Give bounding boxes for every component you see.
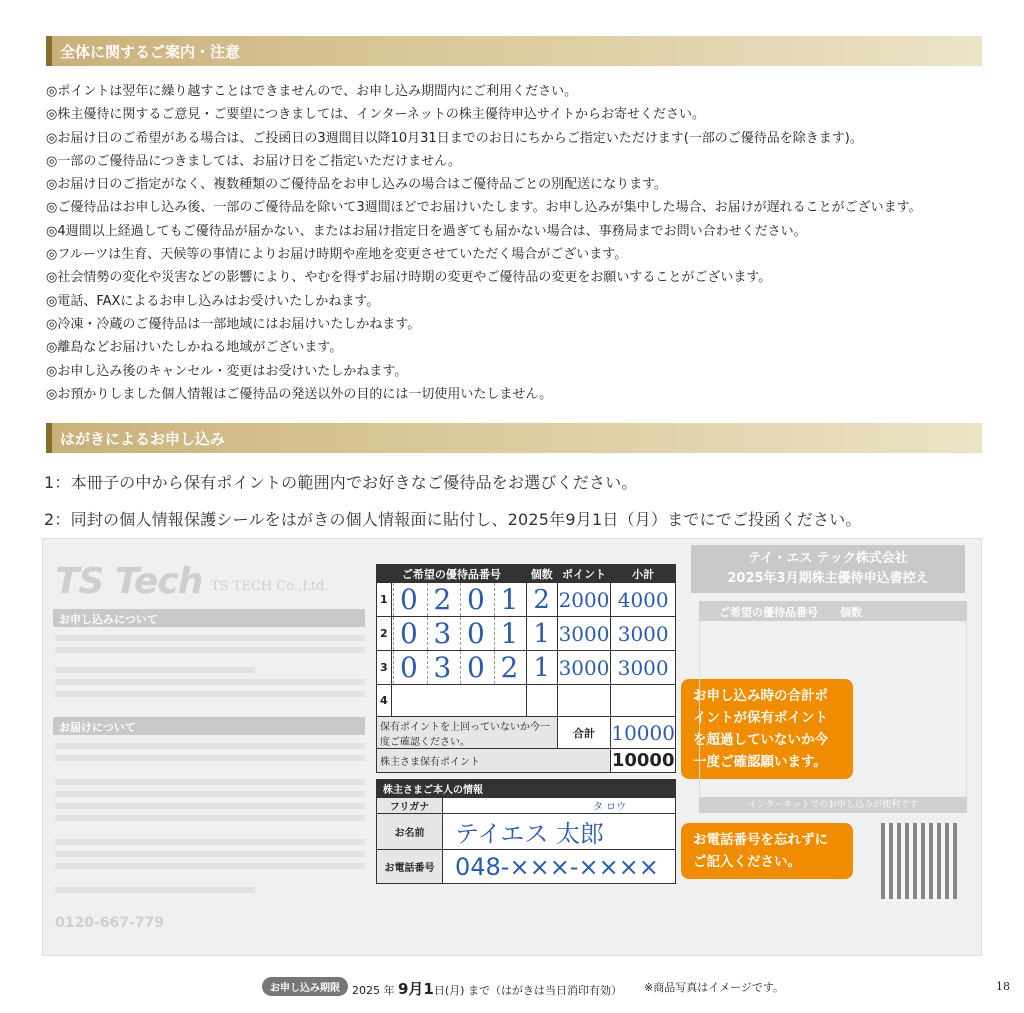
held-points-label: 株主さま保有ポイント — [377, 749, 611, 773]
total-label: 合計 — [557, 717, 611, 749]
deadline-text — [352, 978, 622, 999]
col-header-subtotal: 小計 — [611, 565, 676, 583]
deadline-pre: 2025 年 — [352, 984, 398, 997]
phone-value: 048-×××-×××× — [443, 850, 676, 884]
faded-text — [55, 647, 365, 653]
faded-text — [55, 791, 365, 797]
note-item: ◎株主優待に関するご意見・ご要望につきましては、インターネットの株主優待申込サイトからお寄せください。 — [46, 107, 706, 123]
deadline-post: 日(月) まで（はがきは当日消印有効） — [433, 984, 622, 997]
toll-free-number: 0120-667-779 — [55, 915, 165, 931]
furigana-value: タ ロウ — [443, 798, 676, 814]
digit: 3 — [427, 651, 457, 684]
info-title: 株主さまご本人の情報 — [377, 780, 676, 798]
digit: 2 — [494, 651, 524, 684]
form-row — [377, 685, 676, 717]
receipt-grid — [699, 601, 967, 801]
note-item: ◎一部のご優待品につきましては、お届け日をご指定いただけません。 — [46, 153, 461, 169]
page-number: 18 — [996, 980, 1010, 993]
image-note: ※商品写真はイメージです。 — [644, 981, 785, 994]
qty-value: 1 — [526, 617, 557, 651]
note-item: ◎ご優待品はお申し込み後、一部のご優待品を除いて3週間ほどでお届けいたします。お申し込みが集中した場合、お届けが遅れることがございます。 — [46, 200, 922, 216]
digit: 0 — [460, 651, 490, 684]
header-accent — [46, 36, 52, 66]
form-row — [377, 617, 676, 651]
digit-group — [392, 617, 526, 650]
left-heading: お届けについて — [53, 717, 365, 735]
callout-total-points: お申し込み時の合計ポイントが保有ポイントを超過していないか今一度ご確認願います。 — [681, 679, 853, 779]
form-row — [377, 651, 676, 685]
col-header-item: ご希望の優待品番号 — [377, 565, 527, 583]
subtotal-value — [611, 685, 676, 717]
points-value — [557, 685, 611, 717]
order-form — [376, 564, 676, 773]
company-logo-sub: TS TECH Co.,Ltd. — [211, 579, 329, 594]
digit: 0 — [393, 617, 423, 650]
form-row — [377, 583, 676, 617]
digit: 1 — [494, 617, 524, 650]
subtotal-value: 3000 — [611, 617, 676, 651]
faded-text — [55, 635, 365, 641]
steps-list — [44, 464, 862, 538]
points-value: 3000 — [557, 651, 611, 685]
personal-info-form — [376, 779, 676, 884]
faded-text — [55, 863, 365, 869]
left-heading: お申し込みについて — [53, 609, 365, 627]
digit: 3 — [427, 617, 457, 650]
digit: 0 — [393, 583, 423, 616]
receipt-subtitle: 2025年3月期株主優待申込書控え — [727, 571, 929, 586]
footer — [0, 975, 1024, 997]
note-item: ◎お預かりしました個人情報はご優待品の発送以外の目的には一切使用いたしません。 — [46, 386, 553, 402]
faded-text — [55, 679, 365, 685]
confirm-label: 保有ポイントを上回っていないか今一度ご確認ください。 — [377, 717, 558, 749]
points-value: 2000 — [557, 583, 611, 617]
name-value: テイエス 太郎 — [443, 814, 676, 850]
digit: 0 — [460, 617, 490, 650]
section-title: はがきによるお申し込み — [60, 430, 226, 448]
receipt-header: ご希望の優待品番号 個数 — [699, 601, 967, 621]
note-item: ◎お申し込み後のキャンセル・変更はお受けいたしかねます。 — [46, 363, 408, 379]
faded-text — [55, 815, 365, 821]
points-value: 3000 — [557, 617, 611, 651]
notes-list — [46, 80, 1006, 406]
faded-text — [55, 667, 255, 673]
note-item: ◎フルーツは生育、天候等の事情によりお届け時期や産地を変更させていただく場合がございます。 — [46, 247, 628, 263]
deadline-badge: お申し込み期限 — [262, 977, 348, 996]
qty-value: 1 — [526, 651, 557, 685]
col-header-points: ポイント — [557, 565, 611, 583]
note-item: ◎ポイントは翌年に繰り越すことはできませんので、お申し込み期間内にご利用ください。 — [46, 84, 578, 99]
held-points-value: 10000 — [611, 750, 675, 771]
faded-text — [55, 887, 255, 893]
postcard-sample — [42, 538, 982, 956]
qty-value: 2 — [526, 583, 557, 617]
note-item: ◎4週間以上経過してもご優待品が届かない、またはお届け指定日を過ぎても届かない場合は、事務局までお問い合わせください。 — [46, 223, 807, 239]
row-number: 1 — [377, 583, 392, 617]
total-value: 10000 — [611, 717, 676, 749]
step-item: 2：同封の個人情報保護シールをはがきの個人情報面に貼付し、2025年9月1日（月）までにでご投函ください。 — [44, 510, 862, 529]
digit: 2 — [427, 583, 457, 616]
faded-text — [55, 851, 365, 857]
internet-banner: インターネットでのお申し込みが便利です — [699, 797, 967, 813]
callout-phone: お電話番号を忘れずにご記入ください。 — [681, 823, 853, 879]
faded-text — [55, 803, 365, 809]
qty-value — [526, 685, 557, 717]
col-header-qty: 個数 — [526, 565, 557, 583]
faded-text — [55, 755, 365, 761]
row-number: 4 — [377, 685, 392, 717]
receipt-title — [691, 545, 965, 593]
faded-text — [55, 779, 365, 785]
faded-text — [55, 743, 365, 749]
digit: 0 — [393, 651, 423, 684]
item-digits — [391, 583, 526, 617]
subtotal-value: 4000 — [611, 583, 676, 617]
step-item: 1：本冊子の中から保有ポイントの範囲内でお好きなご優待品をお選びください。 — [44, 473, 638, 492]
header-accent — [46, 423, 52, 453]
item-digits — [391, 685, 526, 717]
section-header-postcard — [46, 423, 982, 453]
receipt-company: テイ・エス テック株式会社 — [748, 551, 908, 566]
deadline-date: 9月1 — [398, 980, 434, 998]
digit: 0 — [460, 583, 490, 616]
digit: 1 — [494, 583, 524, 616]
note-item: ◎離島などお届けいたしかねる地域がございます。 — [46, 340, 343, 356]
section-header-general — [46, 36, 982, 66]
note-item: ◎冷凍・冷蔵のご優待品は一部地域にはお届けいたしかねます。 — [46, 316, 421, 332]
qr-code — [881, 823, 957, 899]
faded-text — [55, 839, 365, 845]
note-item: ◎お届け日のご指定がなく、複数種類のご優待品をお申し込みの場合はご優待品ごとの別配送になります。 — [46, 177, 668, 193]
digit-group — [392, 583, 526, 616]
subtotal-value: 3000 — [611, 651, 676, 685]
note-item: ◎電話、FAXによるお申し込みはお受けいたしかねます。 — [46, 293, 380, 309]
note-item: ◎お届け日のご希望がある場合は、ご投函日の3週間目以降10月31日までのお日にちからご指定いただけます(一部のご優待品を除きます)。 — [46, 130, 863, 146]
phone-label: お電話番号 — [377, 850, 443, 884]
note-item: ◎社会情勢の変化や災害などの影響により、やむを得ずお届け時期の変更やご優待品の変更をお願いすることがございます。 — [46, 270, 772, 286]
digit-group — [392, 651, 526, 684]
item-digits — [391, 617, 526, 651]
item-digits — [391, 651, 526, 685]
section-title: 全体に関するご案内・注意 — [60, 43, 241, 61]
furigana-label: フリガナ — [377, 798, 443, 814]
name-label: お名前 — [377, 814, 443, 850]
faded-text — [55, 691, 365, 697]
row-number: 3 — [377, 651, 392, 685]
row-number: 2 — [377, 617, 392, 651]
company-logo: TS Tech — [55, 561, 203, 602]
